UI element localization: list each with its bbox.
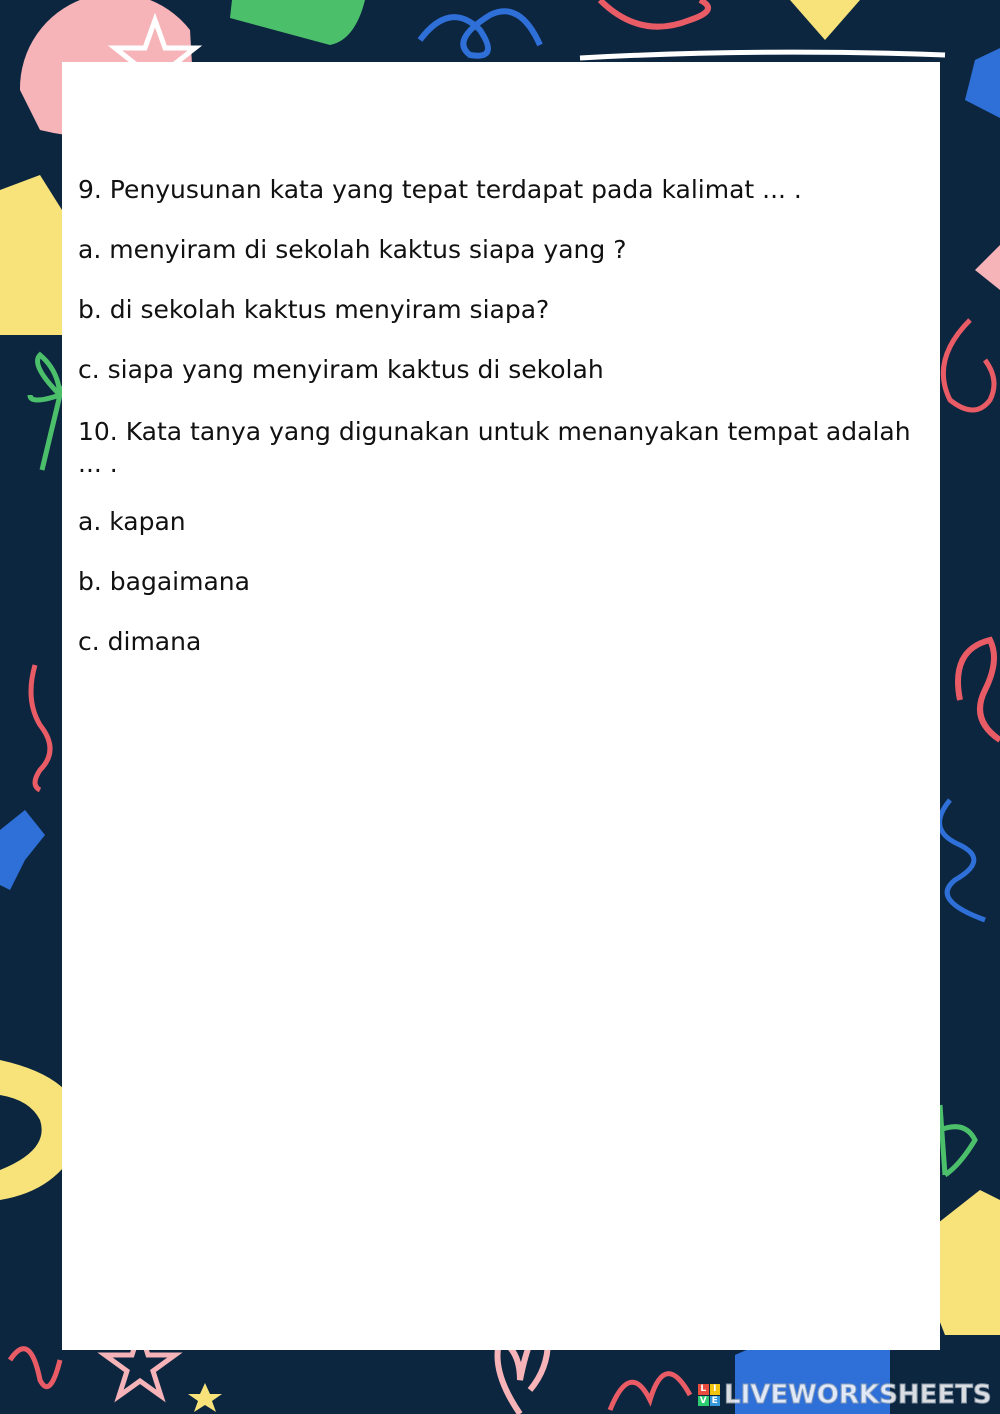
star-icon <box>188 1383 222 1412</box>
question-10-option-c: c. dimana <box>78 627 202 656</box>
question-10-option-a: a. kapan <box>78 507 186 536</box>
yellow-shape-icon <box>0 175 62 335</box>
scribble-icon <box>600 0 708 27</box>
question-9-option-a: a. menyiram di sekolah kaktus siapa yang ? <box>78 235 627 264</box>
stroke-icon <box>580 52 945 58</box>
question-10-option-b: b. bagaimana <box>78 567 250 596</box>
liveworksheets-logo-icon: L I V E <box>698 1384 720 1406</box>
blue-shape-icon <box>0 810 45 890</box>
question-9-option-b: b. di sekolah kaktus menyiram siapa? <box>78 295 550 324</box>
blue-shape-icon <box>965 48 1000 118</box>
squiggle-icon <box>31 665 50 790</box>
swirl-icon <box>420 11 540 55</box>
pink-shape-icon <box>975 245 1000 290</box>
question-9-option-c: c. siapa yang menyiram kaktus di sekolah <box>78 355 604 384</box>
scribble-icon <box>10 1349 60 1387</box>
question-9-prompt: 9. Penyusunan kata yang tepat terdapat pada kalimat ... . <box>78 175 802 204</box>
scribble-icon <box>610 1374 690 1410</box>
swirl-icon <box>958 640 1000 740</box>
yellow-shape-icon <box>790 0 860 40</box>
liveworksheets-wordmark: LIVEWORKSHEETS <box>724 1380 992 1410</box>
green-shape-icon <box>230 0 365 45</box>
question-10-prompt: 10. Kata tanya yang digunakan untuk menanyakan tempat adalah ... . <box>78 417 911 478</box>
swirl-icon <box>940 800 985 920</box>
liveworksheets-branding <box>698 1378 992 1412</box>
swirl-icon <box>943 320 994 410</box>
